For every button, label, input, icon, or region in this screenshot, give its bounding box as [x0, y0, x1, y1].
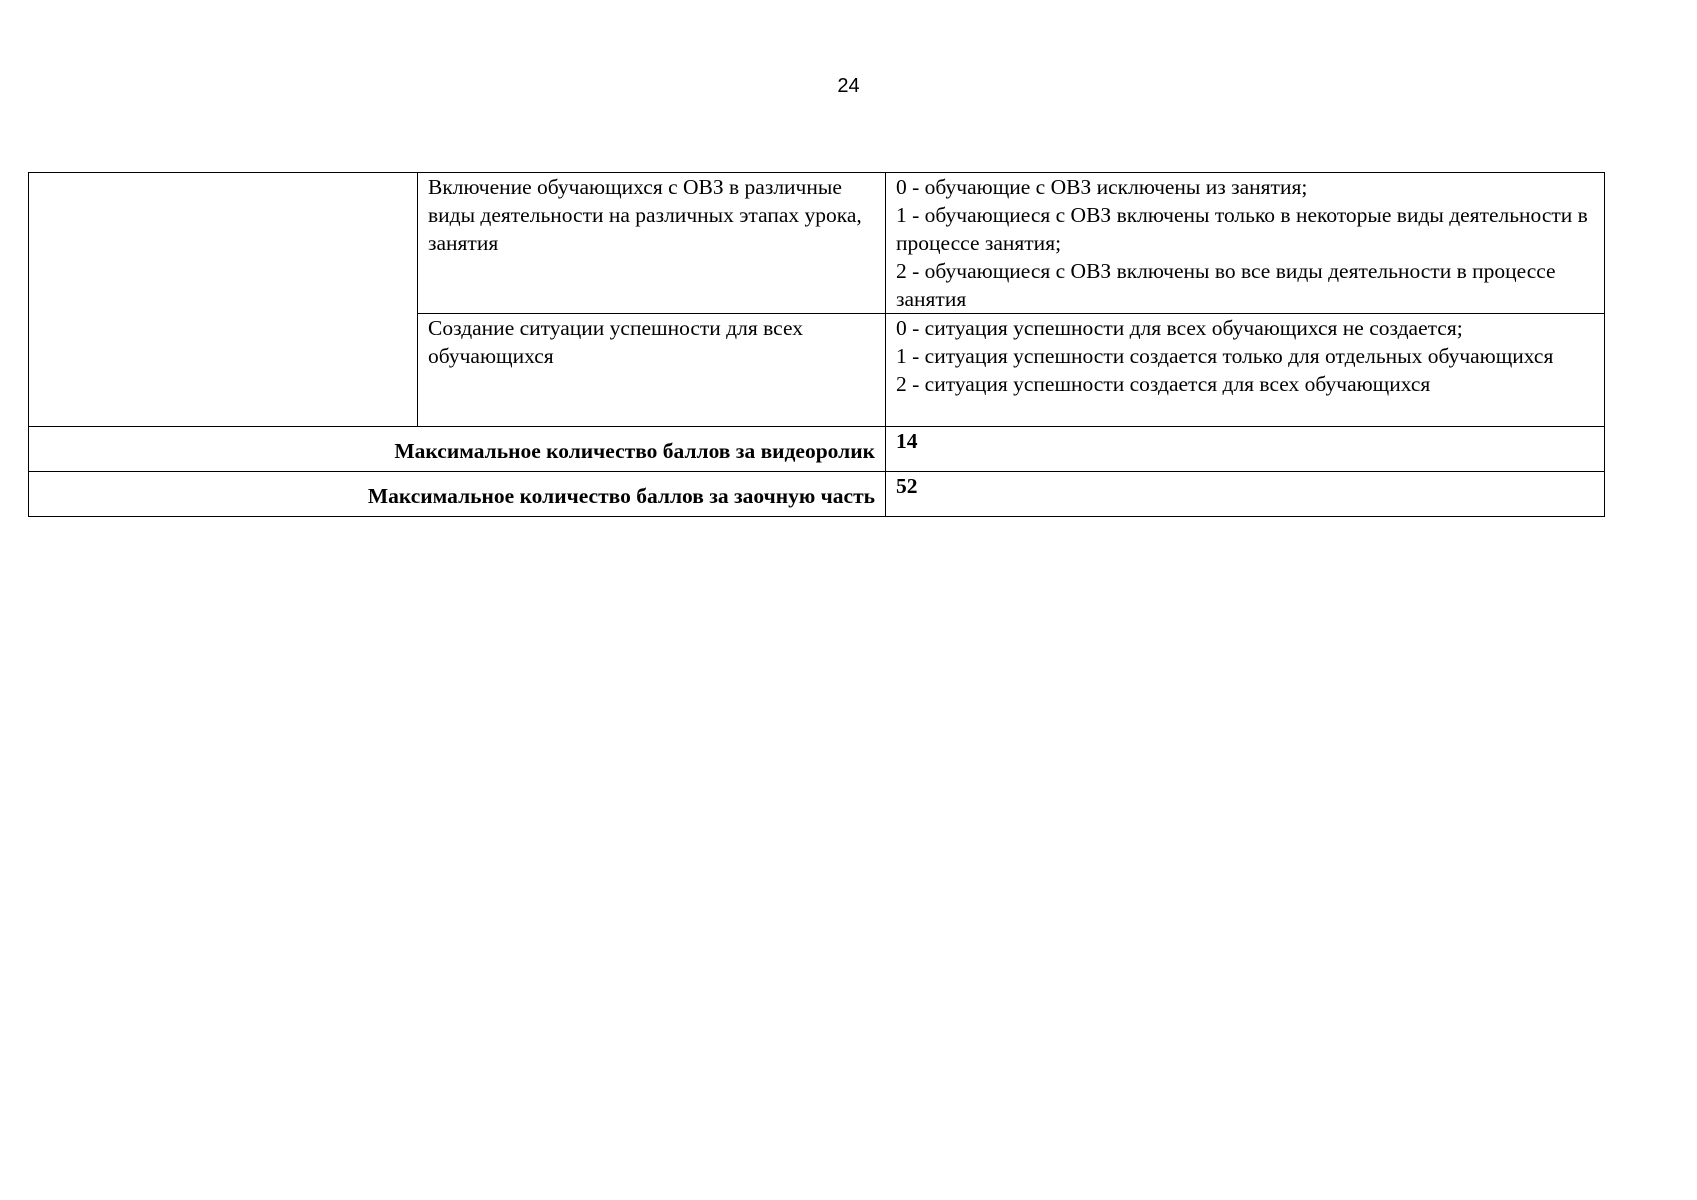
- level-text: 2 - обучающиеся с ОВЗ включены во все виды деятельности в процессе занятия: [896, 259, 1556, 311]
- criteria-table: [28, 172, 1605, 517]
- criterion-cell: Включение обучающихся с ОВЗ в различные виды деятельности на различных этапах урока, занятия: [418, 173, 886, 314]
- criterion-cell: Создание ситуации успешности для всех обучающихся: [418, 314, 886, 427]
- total-label: Максимальное количество баллов за заочную часть: [29, 472, 886, 517]
- level-text: 1 - обучающиеся с ОВЗ включены только в некоторые виды деятельности в процессе занятия;: [896, 203, 1588, 255]
- page-number: 24: [837, 75, 860, 97]
- levels-cell: [886, 173, 1605, 314]
- levels-cell: [886, 314, 1605, 427]
- level-text: 1 - ситуация успешности создается только для отдельных обучающихся: [896, 344, 1554, 368]
- total-label: Максимальное количество баллов за видеоролик: [29, 427, 886, 472]
- table-row: [29, 173, 1605, 314]
- total-value: 14: [886, 427, 1605, 472]
- total-value: 52: [886, 472, 1605, 517]
- empty-section-cell: [29, 173, 418, 427]
- level-text: 0 - ситуация успешности для всех обучающихся не создается;: [896, 316, 1463, 340]
- total-row-correspondence: [29, 472, 1605, 517]
- total-row-video: [29, 427, 1605, 472]
- level-text: 0 - обучающие с ОВЗ исключены из занятия;: [896, 175, 1308, 199]
- level-text: 2 - ситуация успешности создается для всех обучающихся: [896, 372, 1431, 396]
